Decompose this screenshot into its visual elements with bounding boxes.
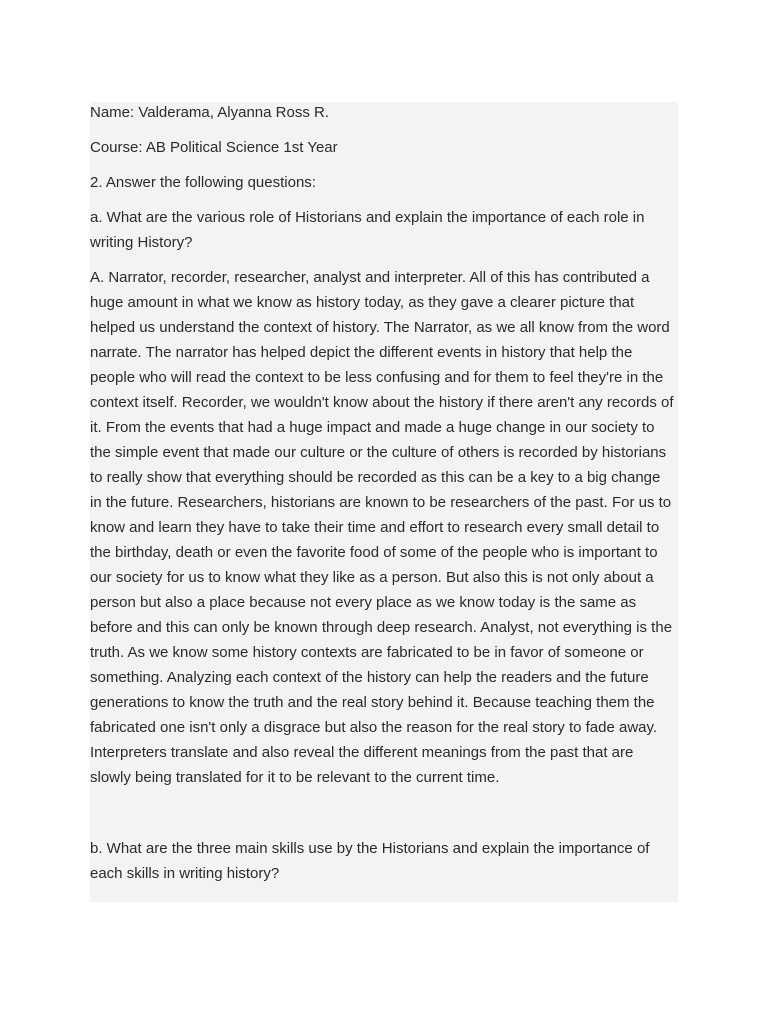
answer-a-line: truth. As we know some history contexts are fabricated to be in favor of someone or (90, 644, 644, 661)
answer-a-line: helped us understand the context of history. The Narrator, as we all know from the word (90, 319, 670, 336)
answer-a-line: know and learn they have to take their time and effort to research every small detail to (90, 519, 660, 536)
question-b-line: each skills in writing history? (90, 865, 280, 882)
answer-a-line: A. Narrator, recorder, researcher, analyst and interpreter. All of this has contributed a (90, 269, 650, 286)
answer-sheet (90, 102, 678, 902)
instruction-text: 2. Answer the following questions: (90, 174, 316, 191)
answer-a-line: context itself. Recorder, we wouldn't know about the history if there aren't any records of (90, 394, 674, 411)
answer-a-line: fabricated one isn't only a disgrace but also the reason for the real story to fade away. (90, 719, 658, 736)
question-b-line: b. What are the three main skills use by the Historians and explain the importance of (90, 840, 650, 857)
answer-a-line: slowly being translated for it to be relevant to the current time. (90, 769, 500, 786)
answer-a-line: people who will read the context to be less confusing and for them to feel they're in the (90, 369, 664, 386)
answer-a-line: the birthday, death or even the favorite food of some of the people who is important to (90, 544, 658, 561)
answer-a-line: before and this can only be known through deep research. Analyst, not everything is the (90, 619, 673, 636)
answer-a-line: to really show that everything should be recorded as this can be a key to a big change (90, 469, 661, 486)
answer-a-line: the simple event that made our culture or the culture of others is recorded by historians (90, 444, 667, 461)
answer-a-line: generations to know the truth and the real story behind it. Because teaching them the (90, 694, 655, 711)
student-name: Name: Valderama, Alyanna Ross R. (90, 104, 329, 121)
answer-a-line: in the future. Researchers, historians are known to be researchers of the past. For us to (90, 494, 672, 511)
answer-a-line: person but also a place because not every place as we know today is the same as (90, 594, 637, 611)
answer-a-line: narrate. The narrator has helped depict the different events in history that help the (90, 344, 633, 361)
answer-a-line: huge amount in what we know as history today, as they gave a clearer picture that (90, 294, 635, 311)
answer-a-line: something. Analyzing each context of the history can help the readers and the future (90, 669, 649, 686)
question-a-line: a. What are the various role of Historians and explain the importance of each role in (90, 209, 645, 226)
answer-a-line: it. From the events that had a huge impact and made a huge change in our society to (90, 419, 655, 436)
question-a-line: writing History? (90, 234, 193, 251)
answer-a-line: Interpreters translate and also reveal the different meanings from the past that are (90, 744, 634, 761)
course-info: Course: AB Political Science 1st Year (90, 139, 338, 156)
answer-a-line: our society for us to know what they like as a person. But also this is not only about a (90, 569, 654, 586)
